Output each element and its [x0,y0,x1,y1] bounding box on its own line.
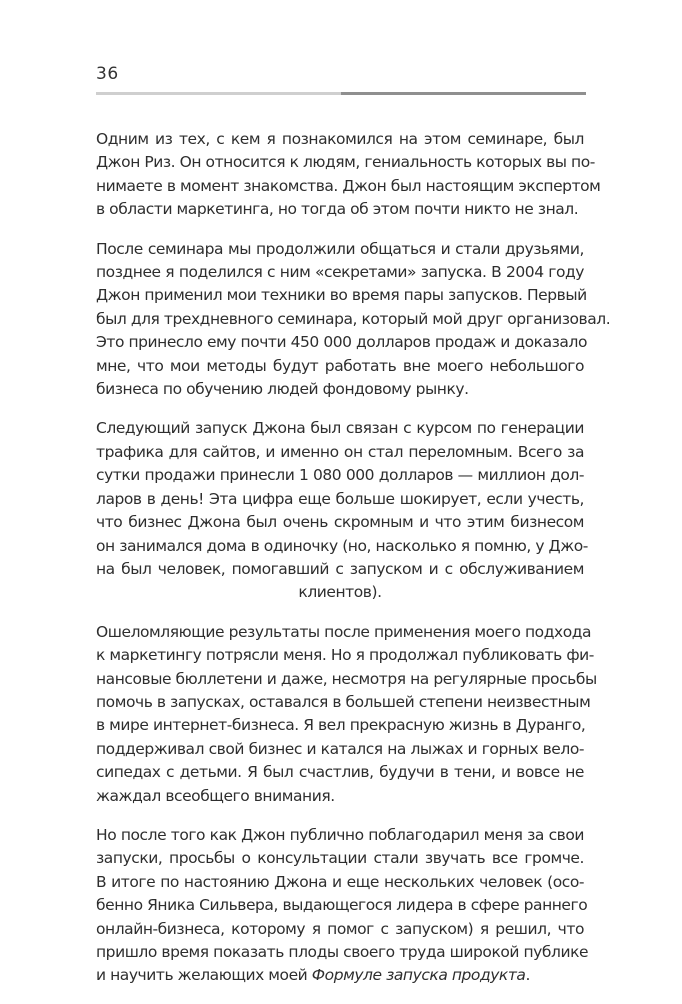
paragraph-line: сипедах с детьми. Я был счастлив, будучи в тени, и вовсе не [96,763,584,782]
paragraph-line: пришло время показать плоды своего труда широкой публике [96,943,589,961]
paragraph-line: Джон Риз. Он относится к людям, гениальность которых вы по- [96,153,595,172]
paragraph-line: сутки продажи принесли 1 080 000 долларов — миллион дол- [96,466,584,485]
paragraph-line: нимаете в момент знакомства. Джон был настоящим экспертом [96,176,601,195]
paragraph-5 [96,824,589,988]
paragraph-line: онлайн-бизнеса, которому я помог с запуском) я решил, что [96,919,584,938]
paragraph-line: трафика для сайтов, и именно он стал переломным. Всего за [96,442,584,461]
paragraph-line: в области маркетинга, но тогда об этом почти никто не знал. [96,200,579,219]
paragraph-line: к маркетингу потрясли меня. Но я продолжал публиковать фи- [96,646,594,665]
paragraph-2 [96,238,611,402]
paragraph-line: Ошеломляющие результаты после применения моего подхода [96,622,592,641]
paragraph-line: Следующий запуск Джона был связан с курсом по генерации [96,419,584,438]
paragraph-line: был для трехдневного семинара, который мой друг организовал. [96,309,611,328]
paragraph-line: в мире интернет-бизнеса. Я вел прекрасную жизнь в Дуранго, [96,716,586,735]
paragraph-line: позднее я поделился с ним «секретами» запуска. В 2004 году [96,263,584,282]
paragraph-line: нансовые бюллетени и даже, несмотря на регулярные просьбы [96,669,597,688]
paragraph-line: на был человек, помогавший с запуском и с обслуживанием [96,559,584,578]
header-rule-dark-segment [341,92,586,95]
paragraph-line: ларов в день! Эта цифра еще больше шокирует, если учесть, [96,489,584,508]
paragraph-line: В итоге по настоянию Джона и еще нескольких человек (осо- [96,872,584,891]
paragraph-line: поддерживал свой бизнес и катался на лыжах и горных вело- [96,739,584,758]
paragraph-line: помочь в запусках, оставался в большей степени неизвестным [96,692,591,711]
header-rule-light-segment [96,92,341,95]
paragraph-line: мне, что мои методы будут работать вне моего небольшого [96,356,584,375]
paragraph-final-line [96,964,584,987]
book-title-emphasis: Формуле запуска продукта [311,966,526,985]
paragraph-1 [96,128,601,222]
paragraph-line: Джон применил мои техники во время пары запусков. Первый [96,286,587,305]
page-number: 36 [96,64,119,84]
paragraph-line: клиентов). [298,583,382,602]
final-line-prefix: и научить желающих моей [96,966,312,985]
paragraph-line: После семинара мы продолжили общаться и стали друзьями, [96,239,584,258]
paragraph-4 [96,621,597,808]
final-line-suffix: . [525,966,530,985]
paragraph-line: бизнеса по обучению людей фондовому рынку. [96,380,469,399]
header-rule [96,92,586,95]
paragraph-3 [96,417,588,604]
paragraph-line: жаждал всеобщего внимания. [96,786,335,805]
paragraph-line: что бизнес Джона был очень скромным и что этим бизнесом [96,513,584,532]
paragraph-line: бенно Яника Сильвера, выдающегося лидера в сфере раннего [96,896,588,915]
body-text [96,128,611,1004]
paragraph-line: он занимался дома в одиночку (но, насколько я помню, у Джо- [96,536,588,555]
paragraph-line: Это принесло ему почти 450 000 долларов продаж и доказало [96,333,587,352]
paragraph-line: запуски, просьбы о консультации стали звучать все громче. [96,849,584,868]
paragraph-line: Одним из тех, с кем я познакомился на этом семинаре, был [96,130,584,148]
paragraph-line: Но после того как Джон публично поблагодарил меня за свои [96,825,584,844]
